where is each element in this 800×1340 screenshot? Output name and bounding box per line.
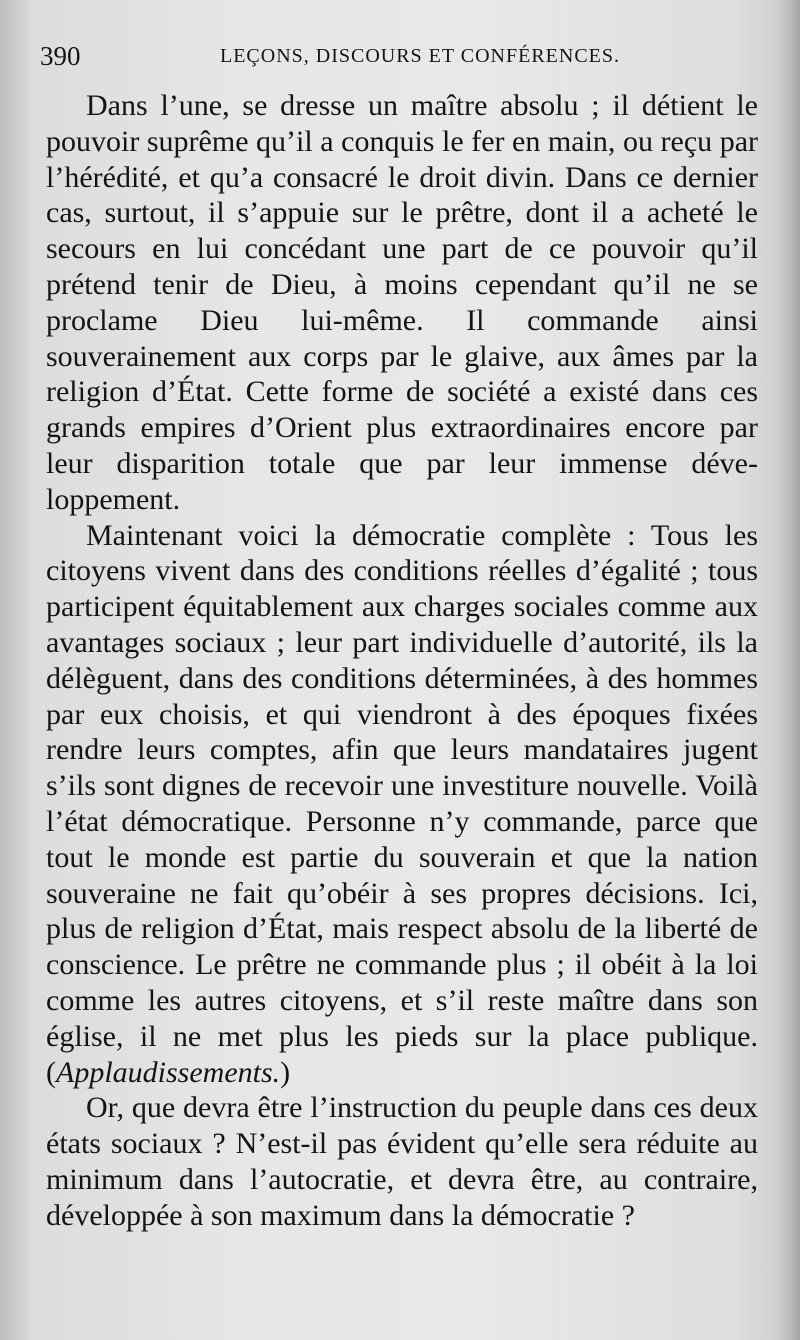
- running-title: LEÇONS, DISCOURS ET CONFÉRENCES.: [219, 45, 621, 67]
- paragraph-3-text: Or, que devra être l’instruction du peuple dans ces deux états sociaux ? N’est-il pas évident qu’elle sera réduite au minimum dans l’autocratie, et devra être, au contraire, développée à son maximum dans la démocratie ?: [46, 1091, 758, 1232]
- paragraph-2-closing: ): [280, 1055, 291, 1089]
- page-number: 390: [40, 41, 81, 71]
- paragraph-1-text: Dans l’une, se dresse un maître absolu ; il détient le pouvoir suprême qu’il a conquis le fer en main, ou reçu par l’hérédité, et qu’a consacré le droit divin. Dans ce dernier cas, surtout, il s’appuie sur le prêtre, dont il a acheté le secours en lui concédant une part de ce pouvoir qu’il prétend tenir de Dieu, à moins cependant qu’il ne se proclame Dieu lui-même. Il commande ainsi souverainement aux corps par le glaive, aux âmes par la religion d’État. Cette forme de société a existé dans ces grands empires d’Orient plus extraordinaires encore par leur disparition totale que par leur immense développement.: [46, 89, 758, 516]
- paragraph-1: [46, 88, 758, 518]
- binding-shadow: [774, 0, 800, 1340]
- paragraph-2-text: Maintenant voici la démocratie complète : Tous les citoyens vivent dans des conditions réelles d’égalité ; tous participent équitablement aux charges sociales comme aux avantages sociaux ; leur part individuelle d’autorité, ils la délèguent, dans des conditions déterminées, à des hommes par eux choisis, et qui viendront à des époques fixées rendre leurs comptes, afin que leurs mandataires jugent s’ils sont dignes de recevoir une investiture nouvelle. Voilà l’état démocratique. Personne n’y commande, parce que tout le monde est partie du souverain et que la nation souveraine ne fait qu’obéir à ses propres décisions. Ici, plus de religion d’État, mais respect absolu de la liberté de conscience. Le prêtre ne commande plus ; il obéit à la loi comme les autres citoyens, et s’il reste maître dans son église, il ne met plus les pieds sur la place publique. (: [46, 518, 758, 1089]
- paragraph-3: [46, 1090, 758, 1233]
- applause-note: Applaudissements.: [56, 1055, 281, 1089]
- paragraph-2: [46, 518, 758, 1091]
- body-text: [46, 88, 758, 1234]
- page-header: [40, 36, 760, 76]
